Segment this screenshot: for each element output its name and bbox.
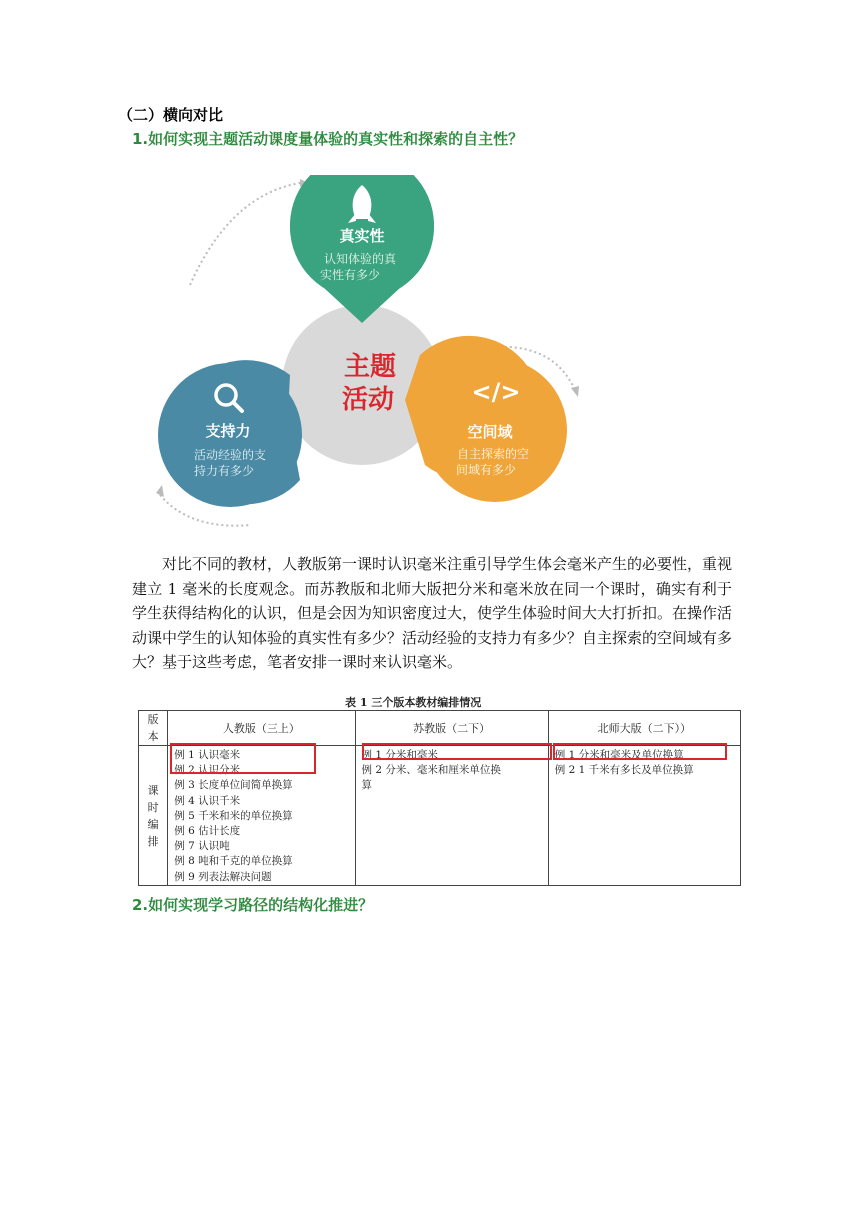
question-heading-1: 1.如何实现主题活动课度量体验的真实性和探索的自主性？ [132,130,524,148]
list-item: 例 2 1 千米有多长及单位换算 [554,764,694,777]
list-item: 例 4 认识千米 [174,794,241,807]
body-paragraph: 对比不同的教材，人教版第一课时认识毫米注重引导学生体会毫米产生的必要性，重视建立 1 毫米的长度观念。而苏教版和北师大版把分米和毫米放在同一个课时，确实有利于学生获得结构化的认识，但是会因为知识密度过大，使学生体验时间大大打折扣。在操作活动课中学生的认知体验的真实性有多少？活动经验的支持力有多少？自主探索的空间域有多大？基于这些考虑，笔者安排一课时来认识毫米。 [132,555,733,671]
highlight-box-sujiao [362,743,552,760]
header-renjiao: 人教版（三上） [168,711,355,746]
list-item: 例 2 认识分米 [174,764,241,777]
table-caption: 表 1 三个版本教材编排情况 [345,696,482,709]
list-item: 例 1 分米和毫米 [361,749,438,761]
petal-title-support: 支持力 [205,422,251,440]
header-sujiao: 苏教版（二下） [355,711,548,746]
list-item: 例 3 长度单位间简单换算 [174,779,293,792]
center-label-line2: 活动 [341,385,395,415]
list-item: 例 1 认识毫米 [174,749,241,761]
center-label-line1: 主题 [343,352,397,382]
section-title: （二）横向对比 [118,106,224,124]
code-icon: </> [471,378,521,406]
petal-title-space: 空间域 [467,423,513,441]
petal-desc-space-2: 间域有多少 [455,463,517,477]
petal-desc-support-2: 持力有多少 [193,464,255,478]
petal-title-authenticity: 真实性 [339,227,385,245]
beishida-items-cell [548,746,740,886]
highlight-box-beishida [553,743,727,760]
table-header-row [139,711,741,746]
theme-activity-diagram [150,175,590,530]
textbook-comparison-table [138,710,741,886]
list-item: 例 9 列表法解决问题 [174,870,272,883]
list-item: 例 1 分米和毫米及单位换算 [554,749,684,761]
petal-desc-space-1: 自主探索的空 [456,447,530,461]
list-item: 例 7 认识吨 [174,840,230,853]
petal-desc-authenticity-1: 认知体验的真 [323,252,397,266]
row-label-cell: 课时编排 [139,746,168,886]
list-item: 例 2 分米、毫米和厘米单位换 [361,764,501,777]
header-beishida: 北师大版（二下）） [548,711,740,746]
arrowhead-right [571,386,579,397]
list-item: 例 8 吨和千克的单位换算 [174,855,293,868]
list-item: 例 5 千米和米的单位换算 [174,809,293,822]
petal-desc-authenticity-2: 实性有多少 [319,268,381,282]
table-corner-cell: 版本 [139,711,168,746]
list-item: 例 6 估计长度 [174,824,241,837]
arc-arrow-top [190,183,300,285]
sujiao-items-cell [355,746,548,886]
highlight-box-renjiao [170,743,316,774]
question-heading-2: 2.如何实现学习路径的结构化推进？ [132,896,374,914]
petal-desc-support-1: 活动经验的支 [193,448,267,462]
list-item: 算 [361,779,373,792]
